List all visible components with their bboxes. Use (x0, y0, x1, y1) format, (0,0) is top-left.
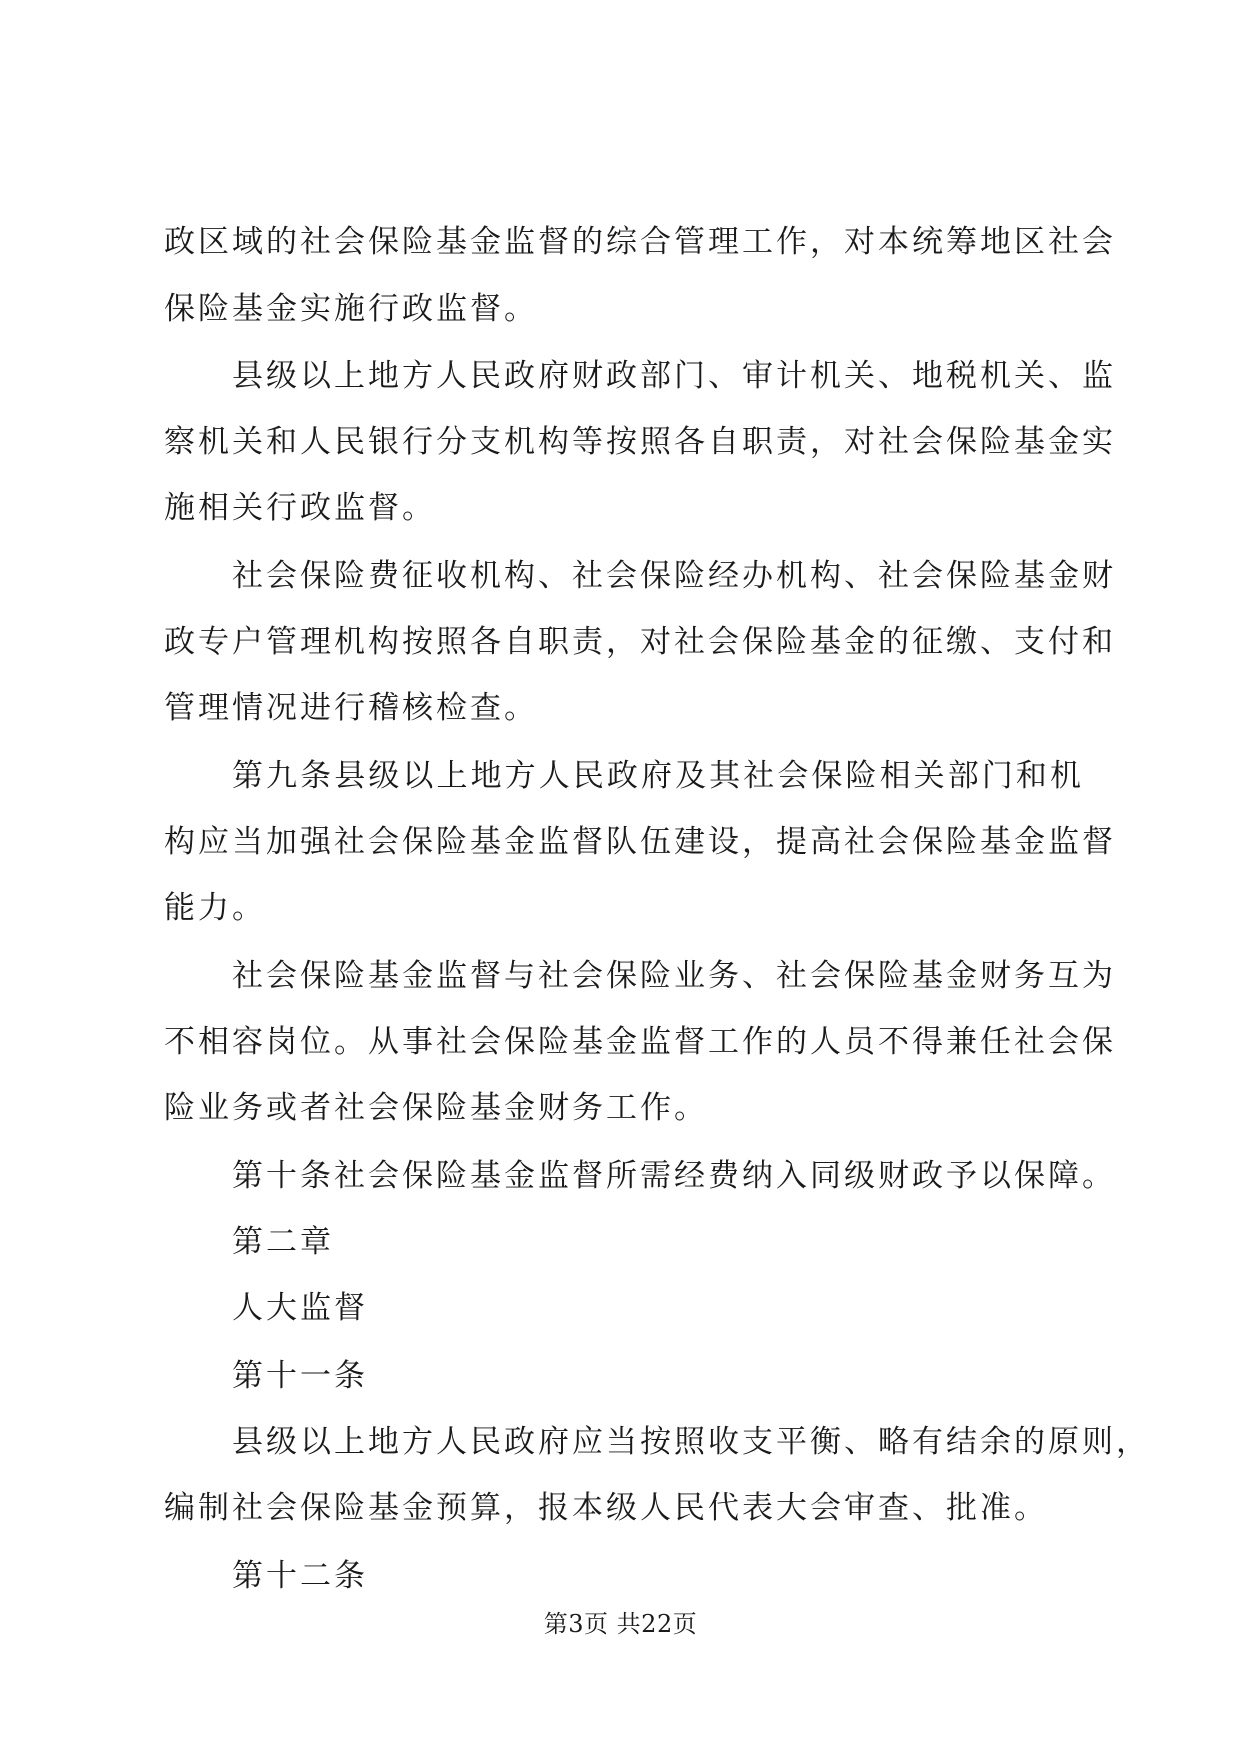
text-line: 县级以上地方人民政府财政部门、审计机关、地税机关、监 (232, 358, 1116, 394)
text-line: 管理情况进行稽核检查。 (164, 690, 538, 726)
text-line: 第九条县级以上地方人民政府及其社会保险相关部门和机 (232, 758, 1084, 794)
text-line: 施相关行政监督。 (164, 490, 436, 526)
text-line: 险业务或者社会保险基金财务工作。 (164, 1090, 708, 1126)
section-heading: 人大监督 (232, 1290, 368, 1326)
text-line: 社会保险费征收机构、社会保险经办机构、社会保险基金财 (232, 558, 1116, 594)
text-line: 能力。 (164, 890, 266, 926)
page-number: 第3页 共22页 (543, 1610, 698, 1638)
text-line: 政区域的社会保险基金监督的综合管理工作，对本统筹地区社会 (164, 224, 1116, 260)
text-line: 编制社会保险基金预算，报本级人民代表大会审查、批准。 (164, 1490, 1048, 1526)
text-line: 政专户管理机构按照各自职责，对社会保险基金的征缴、支付和 (164, 624, 1116, 660)
text-line: 保险基金实施行政监督。 (164, 291, 538, 327)
text-line: 县级以上地方人民政府应当按照收支平衡、略有结余的原则， (232, 1424, 1150, 1460)
article-heading: 第十一条 (232, 1358, 368, 1394)
chapter-heading: 第二章 (232, 1224, 334, 1260)
text-line: 察机关和人民银行分支机构等按照各自职责，对社会保险基金实 (164, 424, 1116, 460)
text-line: 社会保险基金监督与社会保险业务、社会保险基金财务互为 (232, 958, 1116, 994)
text-line: 第十条社会保险基金监督所需经费纳入同级财政予以保障。 (232, 1158, 1116, 1194)
article-heading: 第十二条 (232, 1558, 368, 1594)
text-line: 构应当加强社会保险基金监督队伍建设，提高社会保险基金监督 (164, 824, 1116, 860)
text-line: 不相容岗位。从事社会保险基金监督工作的人员不得兼任社会保 (164, 1024, 1116, 1060)
